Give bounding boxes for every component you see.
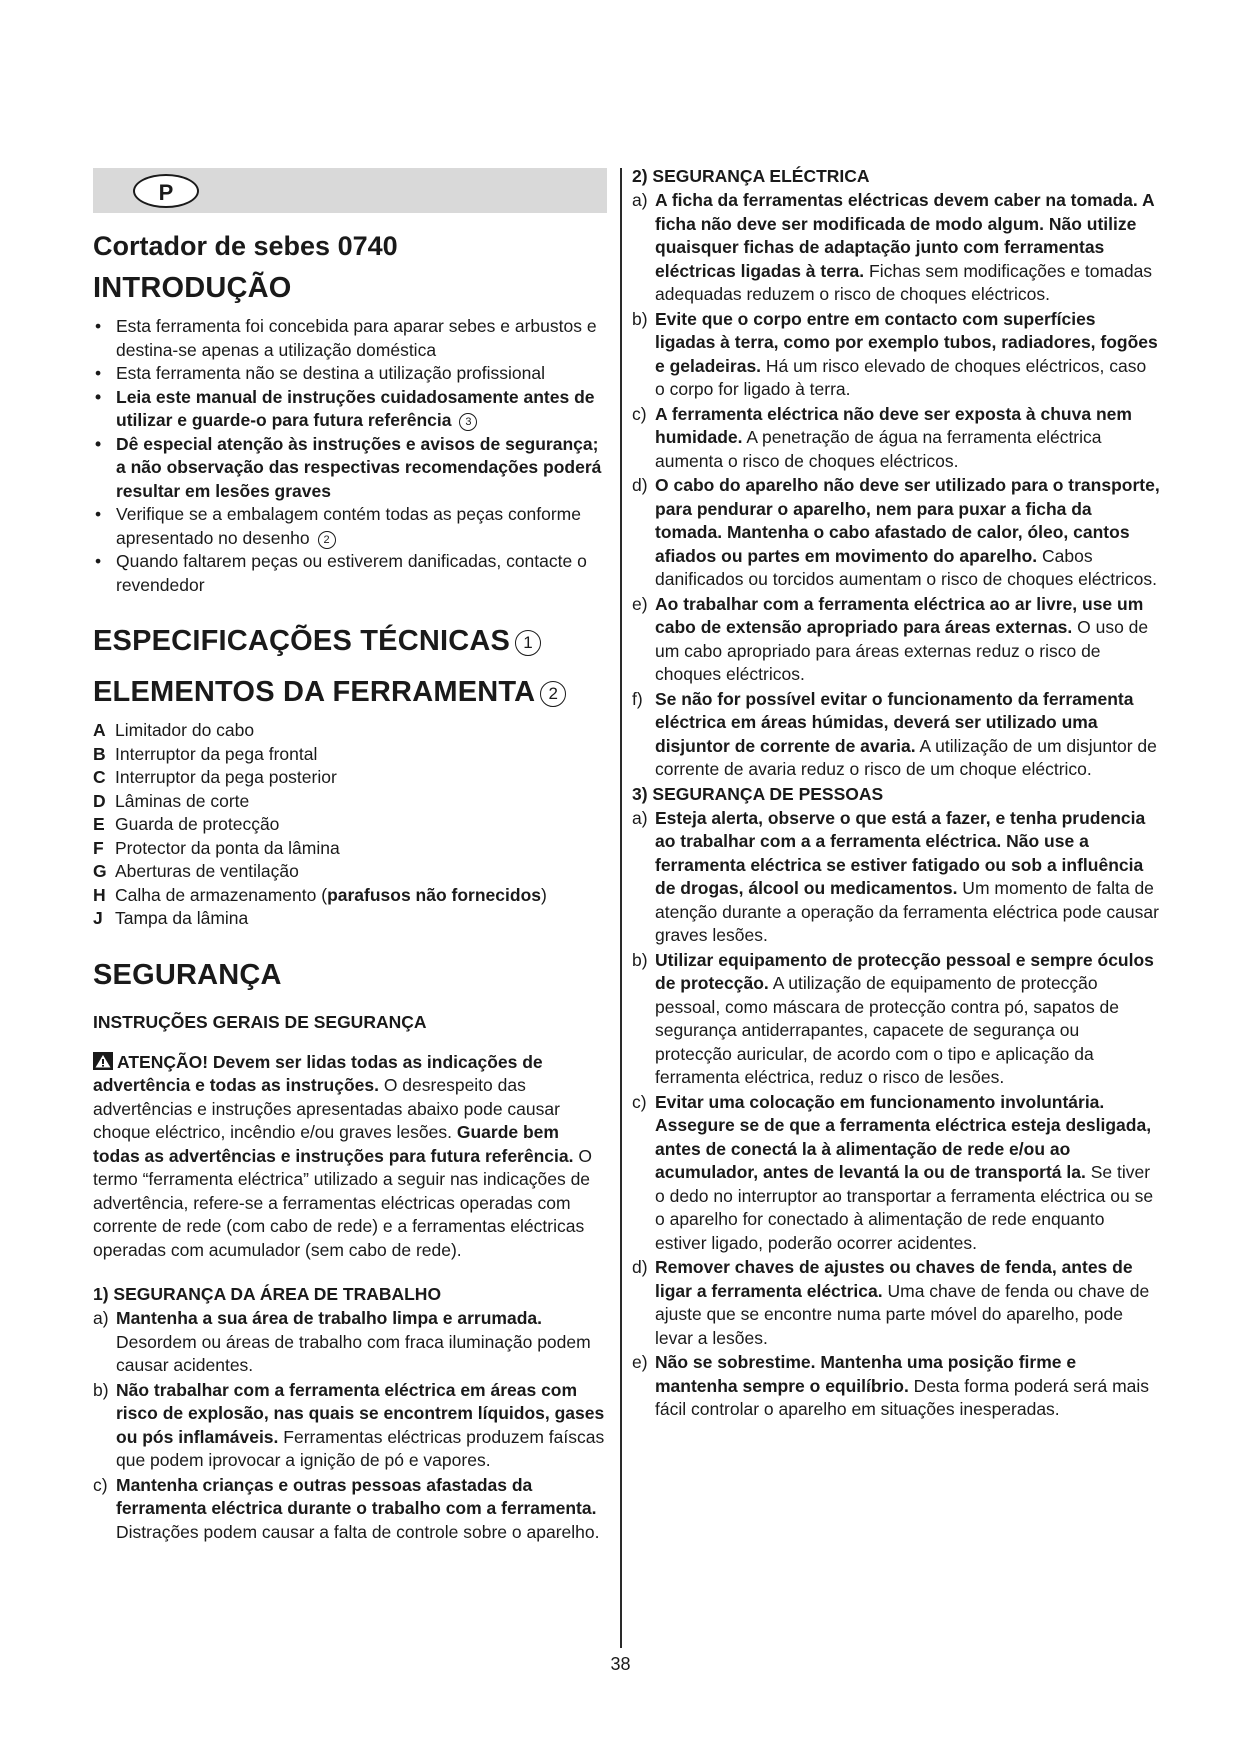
intro-bullet: • Quando faltarem peças ou estiverem danificadas, contacte o revendedor — [93, 550, 607, 597]
part-item: J Tampa da lâmina — [93, 908, 249, 928]
intro-bullet: • Dê especial atenção às instruções e avisos de segurança; a não observação das respectivas recomendações poderá resultar em lesões graves — [93, 433, 607, 504]
section-1-heading: 1) SEGURANÇA DA ÁREA DE TRABALHO — [93, 1284, 442, 1304]
warning-triangle-icon — [93, 1052, 113, 1070]
part-item: G Aberturas de ventilação — [93, 861, 299, 881]
intro-bullet: • Esta ferramenta foi concebida para aparar sebes e arbustos e destina-se apenas a utilização doméstica — [93, 315, 607, 362]
safety-item: c) A ferramenta eléctrica não deve ser exposta à chuva nem humidade. A penetração de água na ferramenta eléctrica aumenta o risco de choques eléctricos. — [632, 403, 1132, 471]
document-title: Cortador de sebes 0740 — [93, 231, 398, 261]
section-2-heading: 2) SEGURANÇA ELÉCTRICA — [632, 166, 870, 186]
safety-item: b) Evite que o corpo entre em contacto com superfícies ligadas à terra, como por exemplo tubos, radiadores, fogões e geladeiras. Há um risco elevado de choques eléctricos, caso o corpo for ligado à terra. — [632, 308, 1158, 399]
figure-ref-badge: 2 — [540, 681, 566, 707]
safety-item: a) A ficha da ferramentas eléctricas devem caber na tomada. A ficha não deve ser modificada de modo algum. Não utilize quaisquer fichas de adaptação junto com ferramentas eléctricas ligadas à terra. Fichas sem modificações e tomadas adequadas reduzem o risco de choques eléctricos. — [632, 190, 1154, 304]
intro-bullet: • Esta ferramenta não se destina a utilização profissional — [93, 362, 607, 386]
parts-list — [93, 719, 607, 931]
safety-heading: SEGURANÇA — [93, 958, 282, 991]
safety-item: a) Mantenha a sua área de trabalho limpa e arrumada. Desordem ou áreas de trabalho com fraca iluminação podem causar acidentes. — [93, 1308, 591, 1375]
safety-item: e) Não se sobrestime. Mantenha uma posição firme e mantenha sempre o equilíbrio. Desta forma poderá será mais fácil controlar o aparelho em situações inesperadas. — [632, 1352, 1150, 1419]
elements-heading: ELEMENTOS DA FERRAMENTA 2 — [93, 676, 607, 709]
safety-item: a) Esteja alerta, observe o que está a fazer, e tenha prudencia ao trabalhar com a a ferramenta eléctrica. Não use a ferramenta eléctrica se estiver fatigado ou sob a influência de drogas, álcool ou medicamentos. Um momento de falta de atenção durante a operação da ferramenta eléctrica pode causar graves lesões. — [632, 807, 1159, 945]
safety-item: b) Não trabalhar com a ferramenta eléctrica em áreas com risco de explosão, nas quais se encontrem líquidos, gases ou pós inflamáveis. Ferramentas eléctricas produzem faíscas que podem iprovocar a ignição de pó e vapores. — [93, 1379, 605, 1470]
figure-ref-badge: 1 — [515, 630, 541, 656]
part-item: E Guarda de protecção — [93, 814, 280, 834]
part-item: D Lâminas de corte — [93, 790, 250, 811]
intro-bullet-list — [93, 315, 607, 597]
language-header-bar — [93, 168, 607, 213]
safety-item: c) Evitar uma colocação em funcionamento involuntária. Assegure se de que a ferramenta eléctrica esteja desligada, antes de conectá la à alimentação de rede e/ou ao acumulador, antes de levantá la ou de transportá la. Se tiver o dedo no interruptor ao transportar a ferramenta eléctrica ou se o aparelho for conectado à alimentação de rede enquanto estiver ligado, poderão ocorrer acidentes. — [632, 1091, 1154, 1253]
section-3-list — [632, 807, 1160, 1422]
figure-ref-badge: 2 — [318, 531, 336, 549]
part-item: B Interruptor da pega frontal — [93, 743, 318, 764]
figure-ref-badge: 3 — [459, 413, 477, 431]
left-column — [93, 168, 607, 1545]
part-item: A Limitador do cabo — [93, 720, 255, 740]
part-item: H Calha de armazenamento (parafusos não fornecidos) — [93, 884, 547, 905]
specs-heading: ESPECIFICAÇÕES TÉCNICAS 1 — [93, 625, 607, 658]
part-item: F Protector da ponta da lâmina — [93, 837, 340, 858]
safety-item: e) Ao trabalhar com a ferramenta eléctrica ao ar livre, use um cabo de extensão apropriado para áreas externas. O uso de um cabo apropriado para áreas externas reduz o risco de choques eléctricos. — [632, 593, 1149, 684]
section-1-list — [93, 1307, 607, 1544]
safety-item: f) Se não for possível evitar o funcionamento da ferramenta eléctrica em áreas húmidas, deverá ser utilizado uma disjuntor de corrente de avaria. A utilização de um disjuntor de corrente de avaria reduz o risco de um choque eléctrico. — [632, 688, 1157, 779]
intro-bullet: • Leia este manual de instruções cuidadosamente antes de utilizar e guarde-o para futura referência 3 — [93, 386, 607, 433]
part-item: C Interruptor da pega posterior — [93, 767, 337, 787]
general-warning-paragraph: ATENÇÃO! Devem ser lidas todas as indicações de advertência e todas as instruções. O desrespeito das advertências e instruções apresentadas abaixo pode causar choque eléctrico, incêndio e/ou graves lesões. Guarde bem todas as advertências e instruções para futura referência. O termo “ferramenta eléctrica” utilizado a seguir nas indicações de advertência, refere-se a ferramentas eléctricas operadas com corrente de rede (com cabo de rede) e a ferramentas eléctricas operadas com acumulador (sem cabo de rede). — [93, 1051, 592, 1260]
language-badge: P — [133, 174, 199, 208]
safety-item: c) Mantenha crianças e outras pessoas afastadas da ferramenta eléctrica durante o trabalho com a ferramenta. Distrações podem causar a falta de controle sobre o aparelho. — [93, 1474, 600, 1542]
safety-item: d) Remover chaves de ajustes ou chaves de fenda, antes de ligar a ferramenta eléctrica. Uma chave de fenda ou chave de ajuste que se encontre numa parte móvel do aparelho, pode levar a lesões. — [632, 1257, 1150, 1348]
section-3-heading: 3) SEGURANÇA DE PESSOAS — [632, 783, 884, 804]
intro-bullet: • Verifique se a embalagem contém todas as peças conforme apresentado no desenho 2 — [93, 503, 607, 550]
general-safety-subheading: INSTRUÇÕES GERAIS DE SEGURANÇA — [93, 1011, 427, 1032]
safety-item: b) Utilizar equipamento de protecção pessoal e sempre óculos de protecção. A utilização de equipamento de protecção pessoal, como máscara de protecção contra pó, sapatos de segurança antiderrapantes, capacete de segurança ou protecção auricular, de acordo com o tipo e aplicação da ferramenta eléctrica, reduz o risco de lesões. — [632, 949, 1154, 1087]
safety-item: d) O cabo do aparelho não deve ser utilizado para o transporte, para pendurar o aparelho, nem para puxar a ficha da tomada. Mantenha o cabo afastado de calor, óleo, cantos afiados ou partes em movimento do aparelho. Cabos danificados ou torcidos aumentam o risco de choques eléctricos. — [632, 475, 1160, 589]
intro-heading: INTRODUÇÃO — [93, 272, 292, 304]
page-number: 38 — [610, 1654, 631, 1674]
section-2-list — [632, 189, 1160, 782]
right-column — [632, 166, 1160, 1423]
column-divider — [620, 168, 622, 1648]
